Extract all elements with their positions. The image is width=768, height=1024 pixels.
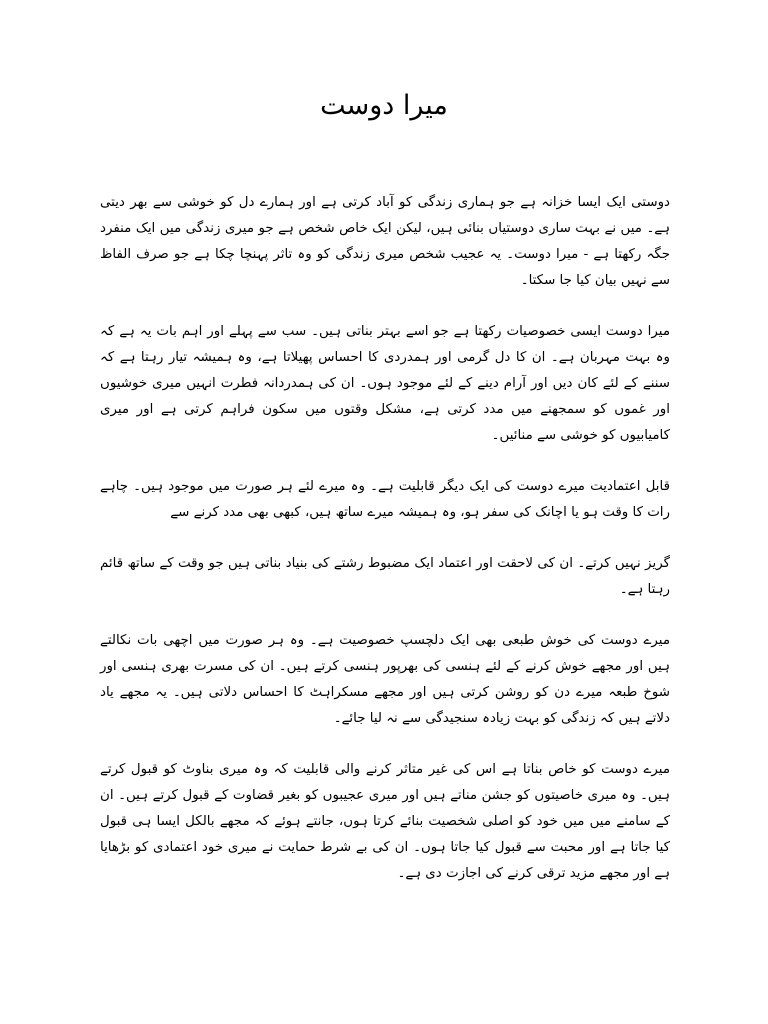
paragraph: میرے دوست کو خاص بناتا ہے اس کی غیر متاثر کرنے والی قابلیت کہ وہ میری بناوٹ کو قبول کرتے ہیں۔ وہ میری خاصیتوں کو جشن مناتے ہیں اور میری عجیبوں کو بغیر قضاوت کے قبول کرتے ہیں۔ ان کے سامنے میں میں خود کو اصلی شخصیت بنائے کرتا ہوں، جانتے ہوئے کہ مجھے بالکل ایسا ہی قبول کیا جاتا ہے اور محبت سے قبول کیا جاتا ہوں۔ ان کی بے شرط حمایت نے میری خود اعتمادی کو بڑھایا ہے اور مجھے مزید ترقی کرنے کی اجازت دی ہے۔ bbox=[100, 762, 670, 881]
paragraph: دوستی ایک ایسا خزانہ ہے جو ہماری زندگی کو آباد کرتی ہے اور ہمارے دل کو خوشی سے بھر دیتی ہے۔ میں نے بہت ساری دوستیاں بنائی ہیں، لیکن ایک خاص شخص ہے جو میری زندگی میں ایک منفرد جگہ رکھتا ہے - میرا دوست۔ یہ عجیب شخص میری زندگی کو وہ تاثر پہنچا چکا ہے جو صرف الفاظ سے نہیں بیان کیا جا سکتا۔ bbox=[100, 195, 670, 288]
document-body bbox=[100, 190, 670, 912]
paragraph: قابل اعتمادیت میرے دوست کی ایک دیگر قابلیت ہے۔ وہ میرے لئے ہر صورت میں موجود ہیں۔ چاہے رات کا وقت ہو یا اچانک کی سفر ہو، وہ ہمیشہ میرے ساتھ ہیں، کبھی بھی مدد کرنے سے bbox=[100, 479, 670, 520]
paragraph: گریز نہیں کرتے۔ ان کی لاحقت اور اعتماد ایک مضبوط رشتے کی بنیاد بناتی ہیں جو وقت کے ساتھ قائم رہتا ہے۔ bbox=[100, 556, 670, 597]
paragraph: میرا دوست ایسی خصوصیات رکھتا ہے جو اسے بہتر بناتی ہیں۔ سب سے پہلے اور اہم بات یہ ہے کہ وہ بہت مہربان ہے۔ ان کا دل گرمی اور ہمدردی کا احساس پھیلاتا ہے، وہ ہمیشہ تیار رہتا ہے کہ سننے کے لئے کان دیں اور آرام دینے کے لئے موجود ہوں۔ ان کی ہمدردانہ فطرت انہیں میری خوشیوں اور غموں کو سمجھنے میں مدد کرتی ہے، مشکل وقتوں میں سکون فراہم کرتی ہے اور میری کامیابیوں کو خوشی سے منائیں۔ bbox=[100, 324, 670, 443]
paragraph: میرے دوست کی خوش طبعی بھی ایک دلچسپ خصوصیت ہے۔ وہ ہر صورت میں اچھی بات نکالتے ہیں اور مجھے خوش کرنے کے لئے ہنسی کی بھرپور ہنسی کرتے ہیں۔ ان کی مسرت بھری ہنسی اور شوخ طبعہ میرے دن کو روشن کرتی ہیں اور مجھے مسکراہٹ کا احساس دلاتی ہیں۔ یہ مجھے یاد دلاتے ہیں کہ زندگی کو بہت زیادہ سنجیدگی سے نہ لیا جائے۔ bbox=[100, 633, 670, 726]
page-title: میرا دوست bbox=[320, 90, 448, 121]
